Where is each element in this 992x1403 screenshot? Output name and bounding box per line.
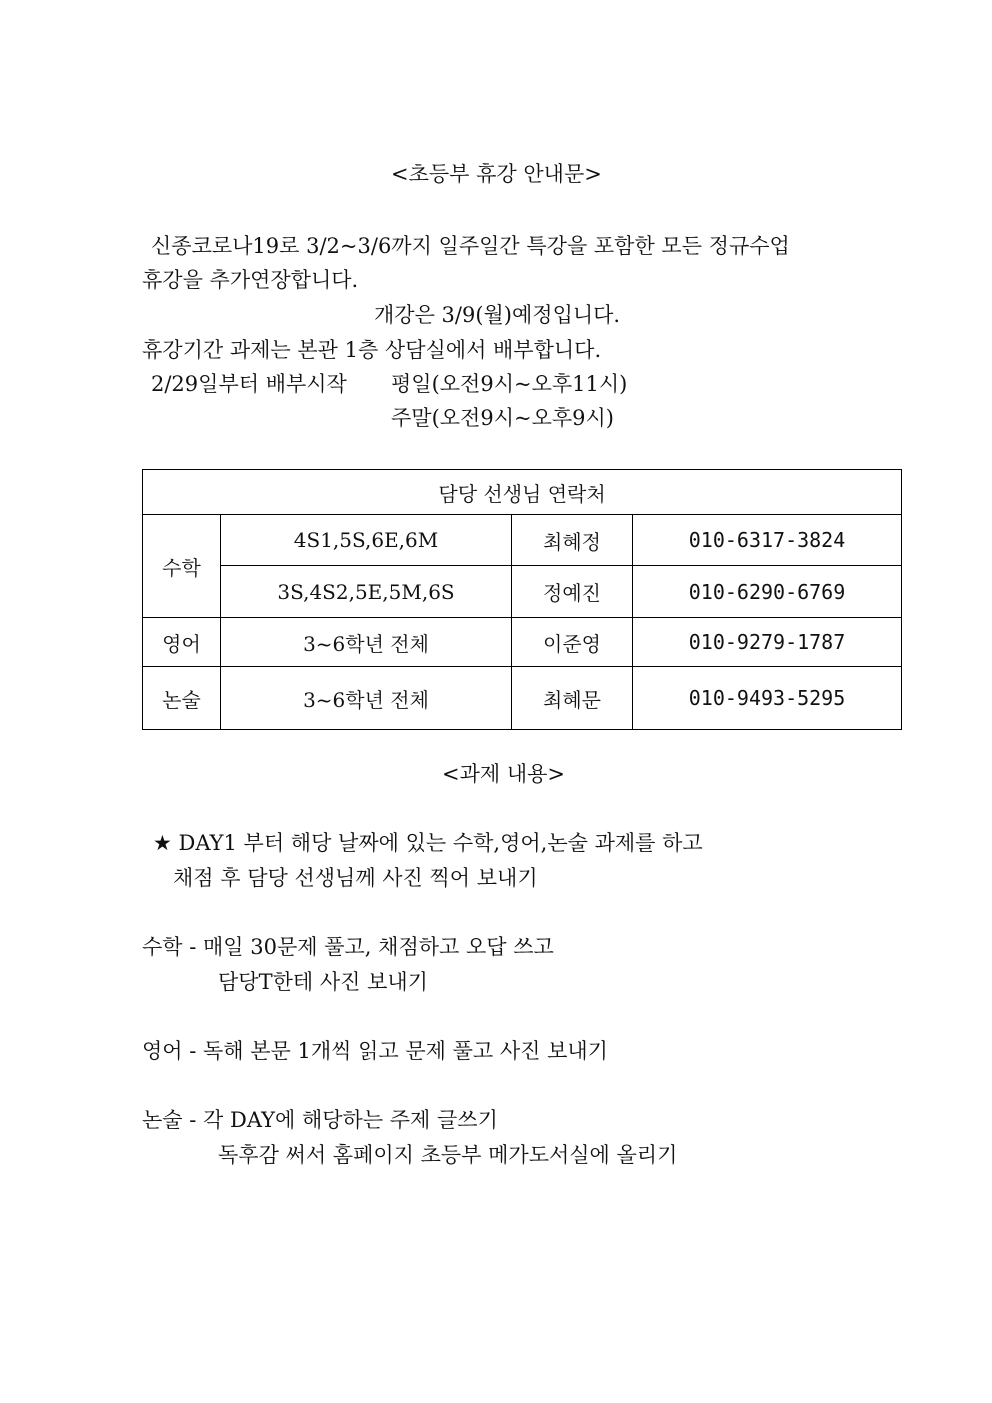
subject-cell: 논술 <box>143 667 221 730</box>
teacher-cell: 정예진 <box>512 566 633 618</box>
english-assignment: 영어 - 독해 본문 1개씩 읽고 문제 풀고 사진 보내기 <box>142 1039 608 1063</box>
notice-line-5a: 2/29일부터 배부시작 <box>151 372 347 396</box>
classes-cell: 3~6학년 전체 <box>221 618 512 667</box>
table-row <box>143 618 902 667</box>
notice-line-1: 신종코로나19로 3/2~3/6까지 일주일간 특강을 포함한 모든 정규수업 <box>151 234 790 258</box>
teacher-cell: 최혜정 <box>512 515 633 566</box>
subject-cell: 영어 <box>143 618 221 667</box>
classes-cell: 3S,4S2,5E,5M,6S <box>221 566 512 618</box>
phone-cell: 010-6317-3824 <box>633 515 902 566</box>
math-assignment-2: 담당T한테 사진 보내기 <box>218 970 428 994</box>
table-row <box>143 515 902 566</box>
teacher-cell: 이준영 <box>512 618 633 667</box>
phone-cell: 010-9493-5295 <box>633 667 902 730</box>
phone-cell: 010-9279-1787 <box>633 618 902 667</box>
math-assignment: 수학 - 매일 30문제 풀고, 채점하고 오답 쓰고 <box>142 935 554 959</box>
notice-line-6: 주말(오전9시~오후9시) <box>391 406 614 430</box>
table-header: 담당 선생님 연락처 <box>143 470 902 515</box>
table-row <box>143 566 902 618</box>
notice-line-5b: 평일(오전9시~오후11시) <box>391 372 628 396</box>
table-row <box>143 667 902 730</box>
classes-cell: 4S1,5S,6E,6M <box>221 515 512 566</box>
notice-line-2: 휴강을 추가연장합니다. <box>142 268 359 292</box>
assignment-star-line: ★ DAY1 부터 해당 날짜에 있는 수학,영어,논술 과제를 하고 <box>153 831 703 855</box>
subject-cell: 수학 <box>143 515 221 618</box>
notice-line-4: 휴강기간 과제는 본관 1층 상담실에서 배부합니다. <box>142 338 602 362</box>
essay-assignment: 논술 - 각 DAY에 해당하는 주제 글쓰기 <box>142 1108 498 1132</box>
page-title: <초등부 휴강 안내문> <box>391 162 602 186</box>
assignment-title: <과제 내용> <box>442 762 566 786</box>
contacts-table <box>142 469 902 730</box>
teacher-cell: 최혜문 <box>512 667 633 730</box>
phone-cell: 010-6290-6769 <box>633 566 902 618</box>
essay-assignment-2: 독후감 써서 홈페이지 초등부 메가도서실에 올리기 <box>218 1143 678 1167</box>
notice-line-3: 개강은 3/9(월)예정입니다. <box>374 303 621 327</box>
assignment-star-line-2: 채점 후 담당 선생님께 사진 찍어 보내기 <box>173 866 538 890</box>
table-header-row <box>143 470 902 515</box>
classes-cell: 3~6학년 전체 <box>221 667 512 730</box>
